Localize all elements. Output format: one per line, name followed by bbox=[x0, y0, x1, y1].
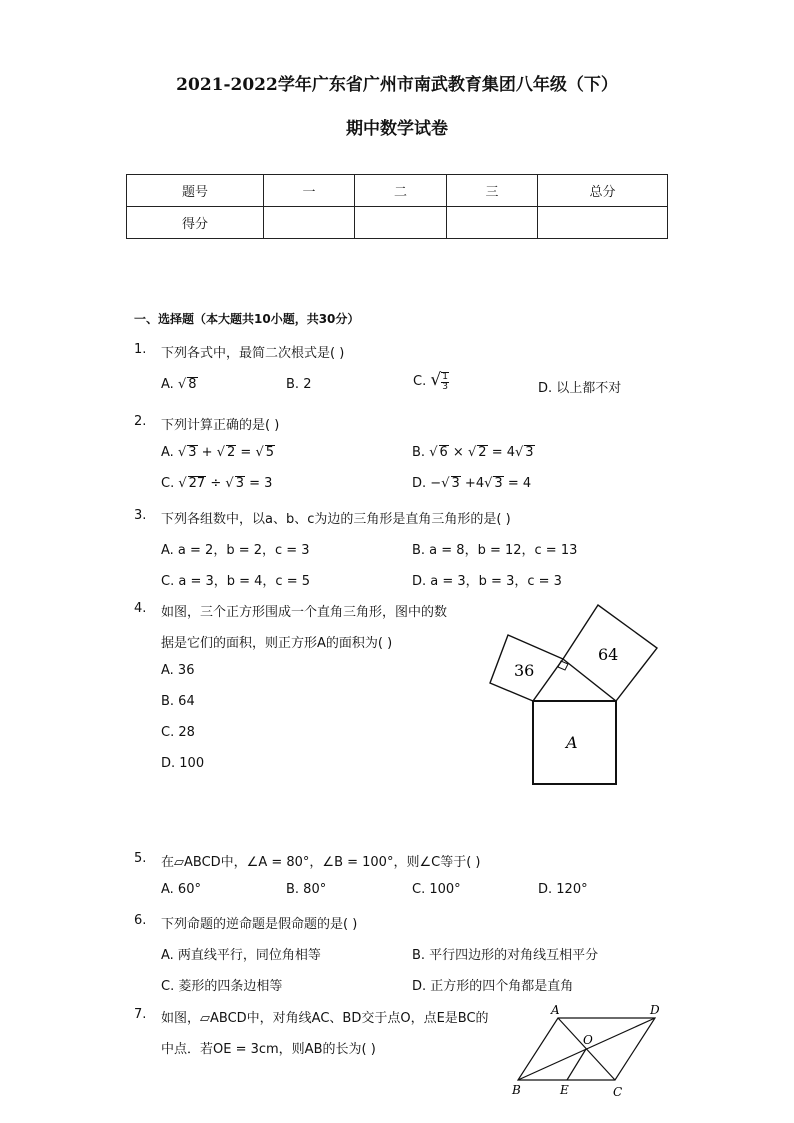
option-d[interactable]: D. 正方形的四个角都是直角 bbox=[412, 979, 574, 994]
option-text: 以上都不对 bbox=[556, 381, 622, 396]
sqrt-icon: √ bbox=[225, 476, 234, 491]
equals: = 4 bbox=[491, 445, 515, 460]
question-stem: 在▱ABCD中，∠A = 80°，∠B = 100°，则∠C等于( ) bbox=[161, 855, 481, 870]
option-c[interactable]: C. 28 bbox=[161, 725, 195, 740]
option-a[interactable] bbox=[161, 445, 275, 460]
option-label: D. bbox=[538, 381, 553, 396]
option-b[interactable]: B. 64 bbox=[161, 694, 195, 709]
sqrt-icon: √ bbox=[514, 445, 524, 460]
sqrt-icon: √ bbox=[178, 476, 187, 491]
point-label-b: B bbox=[512, 1083, 521, 1097]
fraction-numerator: 1 bbox=[442, 371, 448, 382]
paper-title-line1: 2021-2022学年广东省广州市南武教育集团八年级（下） bbox=[176, 75, 618, 95]
question-number: 5. bbox=[134, 851, 147, 866]
section-heading: 一、选择题（本大题共10小题，共30分） bbox=[134, 312, 360, 326]
point-label-c: C bbox=[613, 1085, 623, 1099]
figure-label-a: A bbox=[566, 733, 578, 752]
question-number: 2. bbox=[134, 414, 147, 429]
question-number: 3. bbox=[134, 508, 147, 523]
point-label-d: D bbox=[650, 1003, 660, 1017]
score-input-cell[interactable] bbox=[447, 207, 538, 239]
score-table bbox=[126, 174, 668, 239]
radicand: 8 bbox=[188, 377, 197, 392]
radicand: 27 bbox=[188, 476, 206, 491]
option-a[interactable]: A. 36 bbox=[161, 663, 195, 678]
score-input-cell[interactable] bbox=[355, 207, 447, 239]
question-stem: 下列命题的逆命题是假命题的是( ) bbox=[161, 917, 358, 932]
radicand: 6 bbox=[439, 445, 448, 460]
score-header-cell: 题号 bbox=[127, 175, 264, 207]
score-input-cell[interactable] bbox=[264, 207, 355, 239]
radicand: 2 bbox=[227, 445, 236, 460]
operator: +4 bbox=[464, 476, 485, 491]
option-b[interactable]: B. 80° bbox=[286, 882, 327, 897]
option-c[interactable]: C. a = 3，b = 4，c = 5 bbox=[161, 574, 310, 589]
option-a[interactable]: A. 60° bbox=[161, 882, 201, 897]
question-number: 4. bbox=[134, 601, 147, 616]
sqrt-icon: √ bbox=[177, 377, 187, 392]
question-stem-line2: 据是它们的面积，则正方形A的面积为( ) bbox=[161, 636, 393, 651]
operator: × bbox=[452, 445, 464, 460]
sqrt-icon: √ bbox=[216, 445, 225, 460]
point-label-e: E bbox=[560, 1083, 569, 1097]
score-header-cell: 一 bbox=[264, 175, 355, 207]
option-c[interactable] bbox=[413, 370, 449, 392]
score-table-header-row bbox=[127, 175, 668, 207]
option-d[interactable] bbox=[538, 377, 621, 396]
question-number: 7. bbox=[134, 1007, 147, 1022]
option-a[interactable] bbox=[161, 377, 198, 392]
point-label-o: O bbox=[583, 1033, 593, 1047]
question-stem: 下列各式中，最简二次根式是( ) bbox=[161, 346, 345, 361]
fraction-denominator: 3 bbox=[442, 381, 448, 392]
option-label: C. bbox=[161, 476, 175, 491]
option-label: B. bbox=[286, 377, 300, 392]
operator: − bbox=[430, 476, 442, 491]
option-label: A. bbox=[161, 445, 174, 460]
question-number: 6. bbox=[134, 913, 147, 928]
radicand: 3 bbox=[235, 476, 244, 491]
question-stem-line1: 如图，三个正方形围成一个直角三角形，图中的数 bbox=[161, 605, 448, 620]
question-stem-line2: 中点．若OE = 3cm，则AB的长为( ) bbox=[161, 1042, 376, 1057]
figure-label-64: 64 bbox=[598, 645, 619, 664]
option-label: D. bbox=[412, 476, 427, 491]
option-text: 2 bbox=[303, 377, 312, 392]
sqrt-icon: √ bbox=[467, 445, 477, 460]
option-b[interactable]: B. a = 8，b = 12，c = 13 bbox=[412, 543, 578, 558]
figure-label-36: 36 bbox=[514, 661, 535, 680]
option-b[interactable] bbox=[412, 445, 535, 460]
option-a[interactable]: A. a = 2，b = 2，c = 3 bbox=[161, 543, 310, 558]
score-header-cell: 二 bbox=[355, 175, 447, 207]
score-header-cell: 总分 bbox=[538, 175, 668, 207]
option-c[interactable]: C. 菱形的四条边相等 bbox=[161, 979, 283, 994]
radicand: 2 bbox=[478, 445, 487, 460]
score-header-cell: 三 bbox=[447, 175, 538, 207]
q4-squares-figure bbox=[480, 598, 670, 793]
operator: + bbox=[201, 445, 213, 460]
equals: = 4 bbox=[507, 476, 532, 491]
equals: = 3 bbox=[249, 476, 273, 491]
score-input-cell[interactable] bbox=[538, 207, 668, 239]
option-b[interactable]: B. 平行四边形的对角线互相平分 bbox=[412, 948, 599, 963]
paper-title-line2: 期中数学试卷 bbox=[346, 119, 448, 139]
equals: = bbox=[240, 445, 252, 460]
radicand: 3 bbox=[525, 445, 534, 460]
option-d[interactable]: D. 100 bbox=[161, 756, 205, 771]
score-table-score-row bbox=[127, 207, 668, 239]
score-row-label: 得分 bbox=[127, 207, 264, 239]
sqrt-icon: √ bbox=[430, 370, 442, 390]
question-stem: 下列各组数中，以a、b、c为边的三角形是直角三角形的是( ) bbox=[161, 512, 511, 527]
operator: ÷ bbox=[210, 476, 222, 491]
sqrt-icon: √ bbox=[441, 476, 450, 491]
option-a[interactable]: A. 两直线平行，同位角相等 bbox=[161, 948, 321, 963]
question-stem-line1: 如图，▱ABCD中，对角线AC、BD交于点O，点E是BC的 bbox=[161, 1011, 489, 1026]
q7-parallelogram-figure bbox=[505, 1000, 675, 1100]
radicand: 3 bbox=[451, 476, 460, 491]
question-stem: 下列计算正确的是( ) bbox=[161, 418, 280, 433]
sqrt-icon: √ bbox=[429, 445, 438, 460]
option-label: B. bbox=[412, 445, 426, 460]
sqrt-icon: √ bbox=[255, 445, 264, 460]
radicand: 3 bbox=[188, 445, 197, 460]
radicand: 3 bbox=[494, 476, 503, 491]
sqrt-icon: √ bbox=[484, 476, 493, 491]
option-d[interactable]: D. a = 3，b = 3，c = 3 bbox=[412, 574, 562, 589]
sqrt-icon: √ bbox=[177, 445, 187, 460]
question-number: 1. bbox=[134, 342, 147, 357]
option-b[interactable] bbox=[286, 377, 311, 392]
point-label-a: A bbox=[551, 1003, 560, 1017]
option-c[interactable] bbox=[161, 476, 272, 491]
option-c[interactable]: C. 100° bbox=[412, 882, 461, 897]
option-label: A. bbox=[161, 377, 174, 392]
option-label: C. bbox=[413, 374, 427, 389]
option-d[interactable]: D. 120° bbox=[538, 882, 588, 897]
radicand: 5 bbox=[265, 445, 275, 460]
option-d[interactable] bbox=[412, 476, 531, 491]
